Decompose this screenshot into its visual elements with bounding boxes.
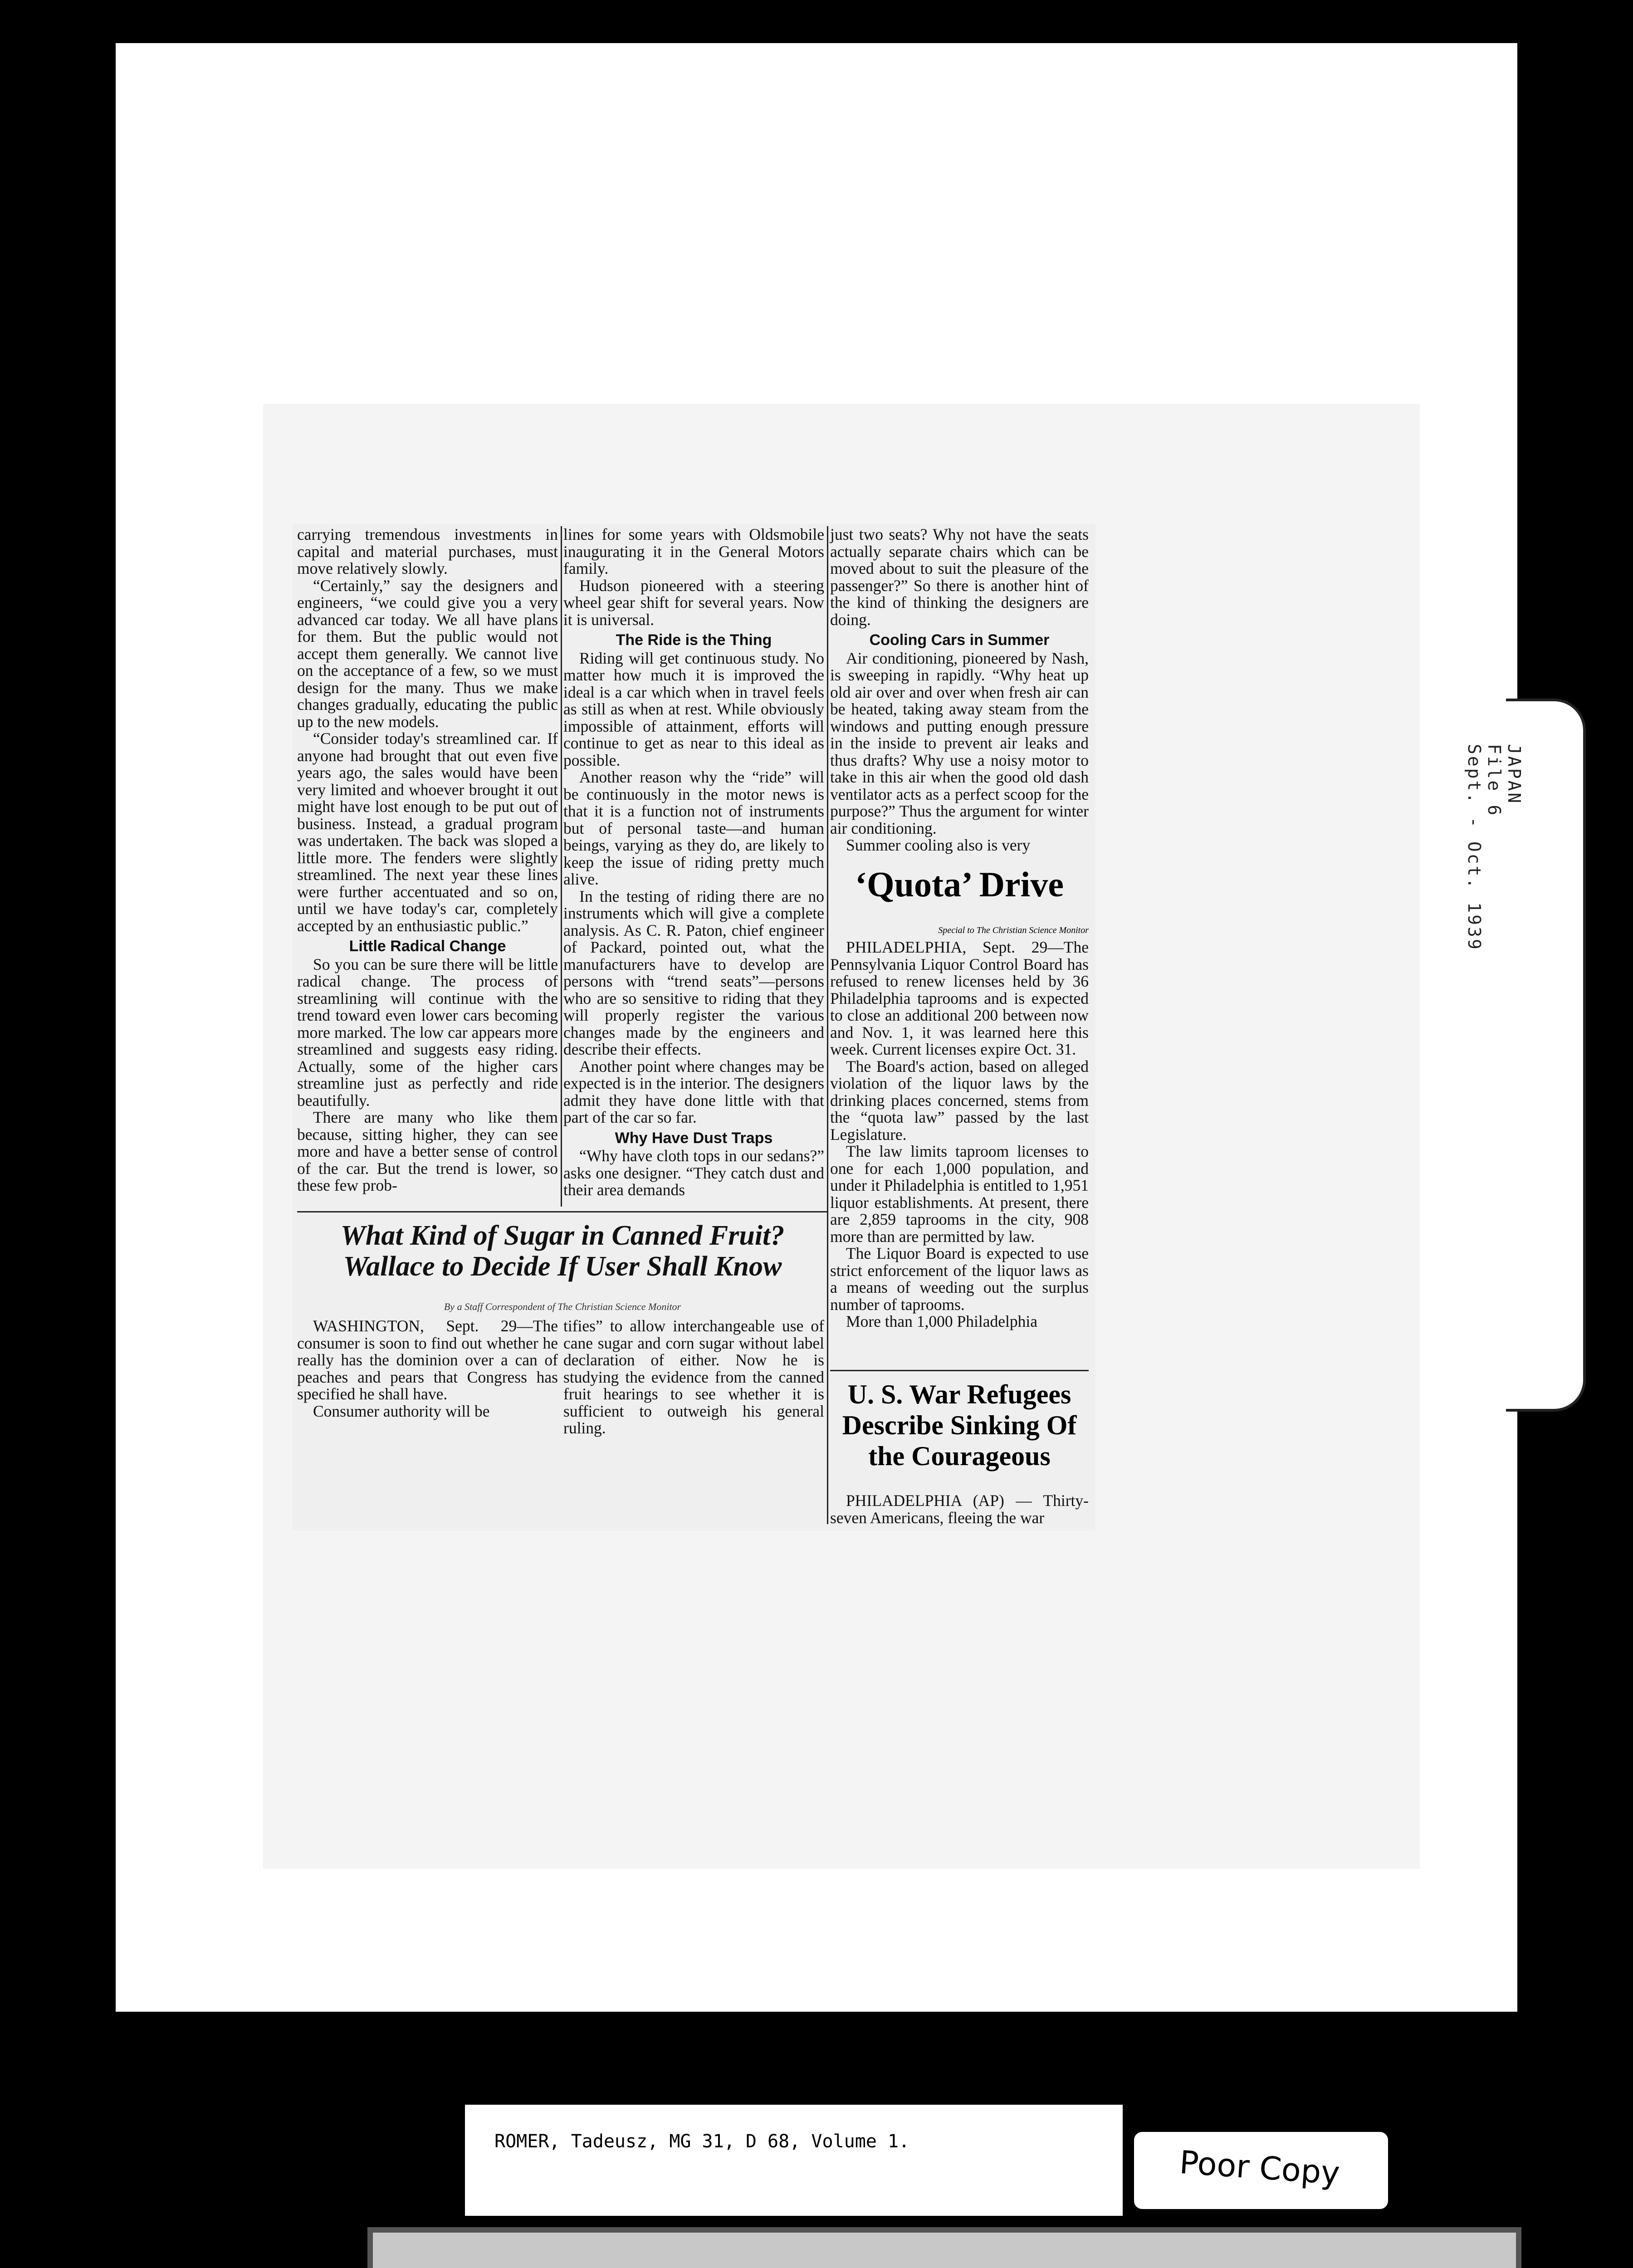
paragraph: The Liquor Board is expected to use strict enforcement of the liquor laws as a means of weeding out the surplus number of taprooms. bbox=[830, 1244, 1089, 1314]
article-column-3 bbox=[830, 526, 1089, 854]
quota-special-line: Special to The Christian Science Monitor bbox=[938, 925, 1089, 935]
paragraph: lines for some years with Oldsmobile inaugurating it in the General Motors family. bbox=[563, 525, 824, 577]
subheading: The Ride is the Thing bbox=[616, 631, 772, 649]
paragraph: Hudson pioneered with a steering wheel gear shift for several years. Now it is universal. bbox=[563, 576, 824, 629]
column-rule bbox=[561, 526, 562, 1207]
paragraph: tifies” to allow interchangeable use of cane sugar and corn sugar without label declaration of either. Now he is studying the evidence from the canned fruit hearings to see whether it is sufficient to outweigh his general ruling. bbox=[563, 1317, 824, 1437]
quota-column bbox=[830, 939, 1089, 1330]
subheading: Cooling Cars in Summer bbox=[869, 631, 1050, 649]
citation-label bbox=[465, 2105, 1123, 2216]
paragraph: “Consider today's streamlined car. If anyone had brought that out even five years ago, the sales would have been very limited and whoever brought it out might have lost enough to be put out of business. Instead, a gradual program was undertaken. The back was sloped a little more. The fenders were slightly streamlined. The next year these lines were further accentuated and so on, until we have today's car, completely accepted by an enthusiastic public.” bbox=[297, 729, 558, 935]
archives-stamp bbox=[367, 2227, 1521, 2268]
file-label-country: JAPAN bbox=[1504, 744, 1524, 805]
sugar-column-1 bbox=[297, 1318, 558, 1420]
sugar-column-2 bbox=[563, 1318, 824, 1437]
paragraph: Another reason why the “ride” will be continuously in the motor news is that it is a function not of instruments but of personal taste—and human beings, varying as they do, are likely to keep the issue of riding pretty much alive. bbox=[563, 768, 824, 888]
paragraph: WASHINGTON, Sept. 29—The consumer is soon to find out whether he really has the dominion over a can of peaches and pears that Congress has specified he shall have. bbox=[297, 1317, 558, 1403]
handwritten-note bbox=[1134, 2132, 1388, 2209]
handwritten-note-text: Poor Copy bbox=[1178, 2143, 1341, 2192]
refugee-column bbox=[830, 1492, 1089, 1526]
paragraph: So you can be sure there will be little radical change. The process of streamlining will continue with the trend toward even lower cars becoming more marked. The low car appears more streamlined and suggests easy riding. Actually, some of the higher cars streamline just as perfectly and ride beautifully. bbox=[297, 955, 558, 1110]
file-label-dates: Sept. - Oct. 1939 bbox=[1464, 744, 1484, 951]
paragraph: There are many who like them because, sitting higher, they can see more and have a better sense of control of the car. But the trend is lower, so these few prob- bbox=[297, 1108, 558, 1194]
paragraph: “Certainly,” say the designers and engineers, “we could give you a very advanced car today. We all have plans for them. But the public would not accept them generally. We cannot live on the acceptance of a few, so we must design for the many. Thus we make changes gradually, educating the public up to the new models. bbox=[297, 576, 558, 731]
article-column-2 bbox=[563, 526, 824, 1199]
paragraph: Summer cooling also is very bbox=[846, 836, 1031, 854]
sugar-byline: By a Staff Correspondent of The Christian Science Monitor bbox=[444, 1301, 681, 1312]
article-column-1 bbox=[297, 526, 558, 1194]
paragraph: More than 1,000 Philadelphia bbox=[846, 1312, 1037, 1330]
paragraph: Consumer authority will be bbox=[313, 1402, 490, 1420]
file-label-file: File 6 bbox=[1484, 744, 1504, 817]
citation-text: ROMER, Tadeusz, MG 31, D 68, Volume 1. bbox=[494, 2131, 910, 2152]
column-rule bbox=[827, 526, 828, 1524]
subheading: Little Radical Change bbox=[349, 938, 506, 955]
subheading: Why Have Dust Traps bbox=[615, 1129, 773, 1147]
section-rule bbox=[830, 1370, 1089, 1371]
paragraph: “Why have cloth tops in our sedans?” asks one designer. “They catch dust and their area demands bbox=[563, 1147, 824, 1199]
paragraph: Riding will get continuous study. No matter how much it is improved the ideal is a car which when in travel feels as still as when at rest. While obviously impossible of attainment, efforts will continue to get as near to this ideal as possible. bbox=[563, 649, 824, 769]
paragraph: just two seats? Why not have the seats actually separate chairs which can be moved about to suit the pleasure of the passenger?” So there is another hint of the kind of thinking the designers are doing. bbox=[830, 525, 1089, 629]
paragraph: The Board's action, based on alleged violation of the liquor laws by the drinking places concerned, stems from the “quota law” passed by the last Legislature. bbox=[830, 1057, 1089, 1144]
refugee-headline: U. S. War Refugees Describe Sinking Of the Courageous bbox=[842, 1379, 1077, 1471]
paragraph: The law limits taproom licenses to one for each 1,000 population, and under it Philadelphia is entitled to 1,951 liquor establishments. At present, there are 2,859 taprooms in the city, 908 more than are permitted by law. bbox=[830, 1142, 1089, 1246]
file-label bbox=[1464, 744, 1524, 1001]
paragraph: PHILADELPHIA (AP) — Thirty-seven Americans, fleeing the war bbox=[830, 1491, 1089, 1527]
sugar-headline: What Kind of Sugar in Canned Fruit? Wallace to Decide If User Shall Know bbox=[340, 1220, 785, 1282]
paragraph: PHILADELPHIA, Sept. 29—The Pennsylvania Liquor Control Board has refused to renew licenses held by 36 Philadelphia taprooms and is expected to close an additional 200 between now and Nov. 1, it was learned here this week. Current licenses expire Oct. 31. bbox=[830, 938, 1089, 1058]
paragraph: Air conditioning, pioneered by Nash, is sweeping in rapidly. “Why heat up old air over and over when fresh air can be heated, taking away steam from the windows and putting enough pressure in the inside to prevent air leaks and thus drafts? Why use a noisy motor to take in this air when the good old dash ventilator acts as a perfect scoop for the purpose?” Thus the argument for winter air conditioning. bbox=[830, 649, 1089, 837]
paragraph: Another point where changes may be expected is in the interior. The designers admit they have done little with that part of the car so far. bbox=[563, 1057, 824, 1126]
quota-headline: ‘Quota’ Drive bbox=[855, 865, 1064, 904]
section-rule bbox=[297, 1211, 828, 1212]
paragraph: carrying tremendous investments in capital and material purchases, must move relatively slowly. bbox=[297, 525, 558, 577]
paragraph: In the testing of riding there are no instruments which will give a complete analysis. As C. R. Paton, chief engineer of Packard, pointed out, what the manufacturers have to develop are persons with “trend seats”—persons who are so sensitive to riding that they will properly register the various changes made by the engineers and describe their effects. bbox=[563, 887, 824, 1058]
